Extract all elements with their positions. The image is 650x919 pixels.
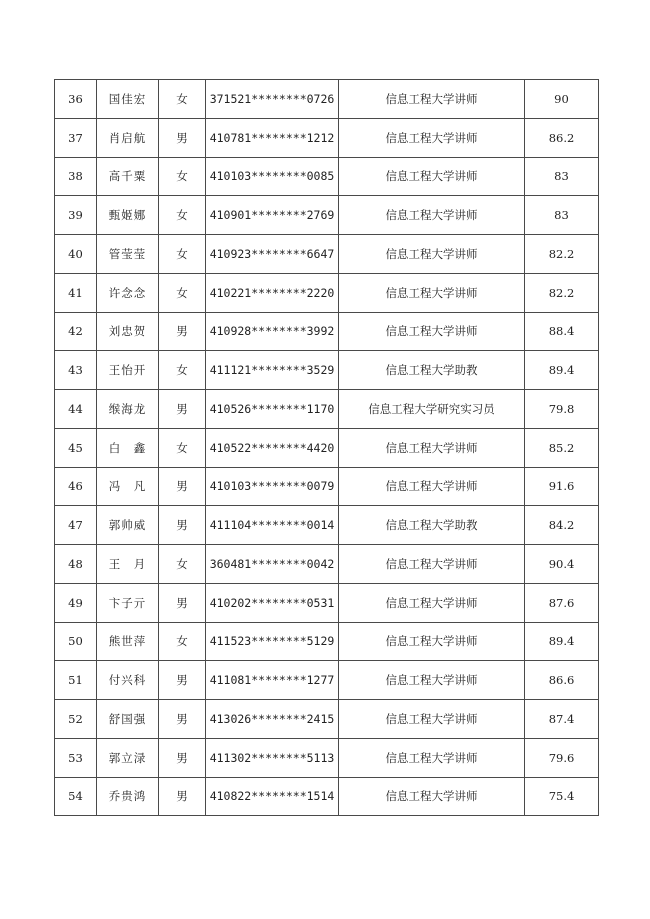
gender-cell: 男 [159,700,206,739]
score-cell: 88.4 [525,312,599,351]
score-cell: 87.6 [525,583,599,622]
seq-cell: 54 [55,777,97,816]
seq-cell: 39 [55,196,97,235]
table-row [55,273,599,312]
id-number-cell: 410928********3992 [206,312,339,351]
gender-cell: 女 [159,157,206,196]
id-number-cell: 410221********2220 [206,273,339,312]
table-row [55,80,599,119]
unit-title-cell: 信息工程大学讲师 [339,545,525,584]
gender-cell: 女 [159,235,206,274]
id-number-cell: 410781********1212 [206,118,339,157]
score-cell: 89.4 [525,351,599,390]
table-row [55,428,599,467]
gender-cell: 男 [159,738,206,777]
unit-title-cell: 信息工程大学助教 [339,506,525,545]
unit-title-cell: 信息工程大学讲师 [339,700,525,739]
name-cell: 王怡开 [97,351,159,390]
gender-cell: 女 [159,545,206,584]
id-number-cell: 411523********5129 [206,622,339,661]
roster-table [54,79,599,816]
gender-cell: 男 [159,661,206,700]
seq-cell: 41 [55,273,97,312]
id-number-cell: 413026********2415 [206,700,339,739]
unit-title-cell: 信息工程大学讲师 [339,312,525,351]
score-cell: 87.4 [525,700,599,739]
id-number-cell: 410822********1514 [206,777,339,816]
unit-title-cell: 信息工程大学研究实习员 [339,390,525,429]
unit-title-cell: 信息工程大学讲师 [339,738,525,777]
score-cell: 84.2 [525,506,599,545]
id-number-cell: 371521********0726 [206,80,339,119]
id-number-cell: 410526********1170 [206,390,339,429]
id-number-cell: 360481********0042 [206,545,339,584]
gender-cell: 女 [159,196,206,235]
table-row [55,196,599,235]
id-number-cell: 410103********0079 [206,467,339,506]
seq-cell: 40 [55,235,97,274]
name-cell: 刘忠贺 [97,312,159,351]
unit-title-cell: 信息工程大学讲师 [339,235,525,274]
name-cell: 舒国强 [97,700,159,739]
id-number-cell: 411302********5113 [206,738,339,777]
id-number-cell: 411081********1277 [206,661,339,700]
score-cell: 86.6 [525,661,599,700]
id-number-cell: 410522********4420 [206,428,339,467]
id-number-cell: 410923********6647 [206,235,339,274]
name-cell: 甄姬娜 [97,196,159,235]
seq-cell: 52 [55,700,97,739]
table-row [55,738,599,777]
gender-cell: 男 [159,390,206,429]
gender-cell: 女 [159,622,206,661]
name-cell: 卞子亓 [97,583,159,622]
score-cell: 90.4 [525,545,599,584]
gender-cell: 男 [159,312,206,351]
gender-cell: 女 [159,428,206,467]
table-row [55,235,599,274]
table-row [55,777,599,816]
id-number-cell: 410901********2769 [206,196,339,235]
name-cell: 缑海龙 [97,390,159,429]
unit-title-cell: 信息工程大学讲师 [339,661,525,700]
name-cell: 冯 凡 [97,467,159,506]
id-number-cell: 411104********0014 [206,506,339,545]
score-cell: 85.2 [525,428,599,467]
score-cell: 83 [525,157,599,196]
seq-cell: 53 [55,738,97,777]
roster-body [55,80,599,816]
gender-cell: 女 [159,351,206,390]
unit-title-cell: 信息工程大学讲师 [339,467,525,506]
seq-cell: 45 [55,428,97,467]
table-row [55,157,599,196]
unit-title-cell: 信息工程大学讲师 [339,196,525,235]
name-cell: 许念念 [97,273,159,312]
id-number-cell: 411121********3529 [206,351,339,390]
id-number-cell: 410103********0085 [206,157,339,196]
name-cell: 国佳宏 [97,80,159,119]
seq-cell: 36 [55,80,97,119]
seq-cell: 43 [55,351,97,390]
seq-cell: 47 [55,506,97,545]
table-row [55,661,599,700]
unit-title-cell: 信息工程大学讲师 [339,428,525,467]
seq-cell: 38 [55,157,97,196]
score-cell: 83 [525,196,599,235]
name-cell: 付兴科 [97,661,159,700]
gender-cell: 女 [159,80,206,119]
seq-cell: 48 [55,545,97,584]
unit-title-cell: 信息工程大学讲师 [339,583,525,622]
score-cell: 91.6 [525,467,599,506]
name-cell: 郭帅威 [97,506,159,545]
table-row [55,622,599,661]
table-row [55,583,599,622]
table-row [55,545,599,584]
gender-cell: 男 [159,118,206,157]
unit-title-cell: 信息工程大学讲师 [339,157,525,196]
unit-title-cell: 信息工程大学讲师 [339,80,525,119]
score-cell: 86.2 [525,118,599,157]
gender-cell: 男 [159,467,206,506]
seq-cell: 46 [55,467,97,506]
seq-cell: 37 [55,118,97,157]
table-row [55,351,599,390]
unit-title-cell: 信息工程大学讲师 [339,118,525,157]
name-cell: 乔贵鸿 [97,777,159,816]
table-row [55,118,599,157]
unit-title-cell: 信息工程大学讲师 [339,622,525,661]
gender-cell: 男 [159,583,206,622]
score-cell: 90 [525,80,599,119]
seq-cell: 42 [55,312,97,351]
table-row [55,506,599,545]
seq-cell: 44 [55,390,97,429]
unit-title-cell: 信息工程大学讲师 [339,273,525,312]
name-cell: 王 月 [97,545,159,584]
score-cell: 79.6 [525,738,599,777]
seq-cell: 51 [55,661,97,700]
score-cell: 82.2 [525,235,599,274]
score-cell: 89.4 [525,622,599,661]
score-cell: 79.8 [525,390,599,429]
seq-cell: 50 [55,622,97,661]
gender-cell: 男 [159,506,206,545]
name-cell: 白 鑫 [97,428,159,467]
id-number-cell: 410202********0531 [206,583,339,622]
name-cell: 管莹莹 [97,235,159,274]
table-row [55,312,599,351]
gender-cell: 男 [159,777,206,816]
name-cell: 郭立渌 [97,738,159,777]
seq-cell: 49 [55,583,97,622]
name-cell: 高千粟 [97,157,159,196]
gender-cell: 女 [159,273,206,312]
table-row [55,390,599,429]
unit-title-cell: 信息工程大学助教 [339,351,525,390]
table-row [55,700,599,739]
table-row [55,467,599,506]
name-cell: 熊世萍 [97,622,159,661]
score-cell: 82.2 [525,273,599,312]
score-cell: 75.4 [525,777,599,816]
name-cell: 肖启航 [97,118,159,157]
unit-title-cell: 信息工程大学讲师 [339,777,525,816]
